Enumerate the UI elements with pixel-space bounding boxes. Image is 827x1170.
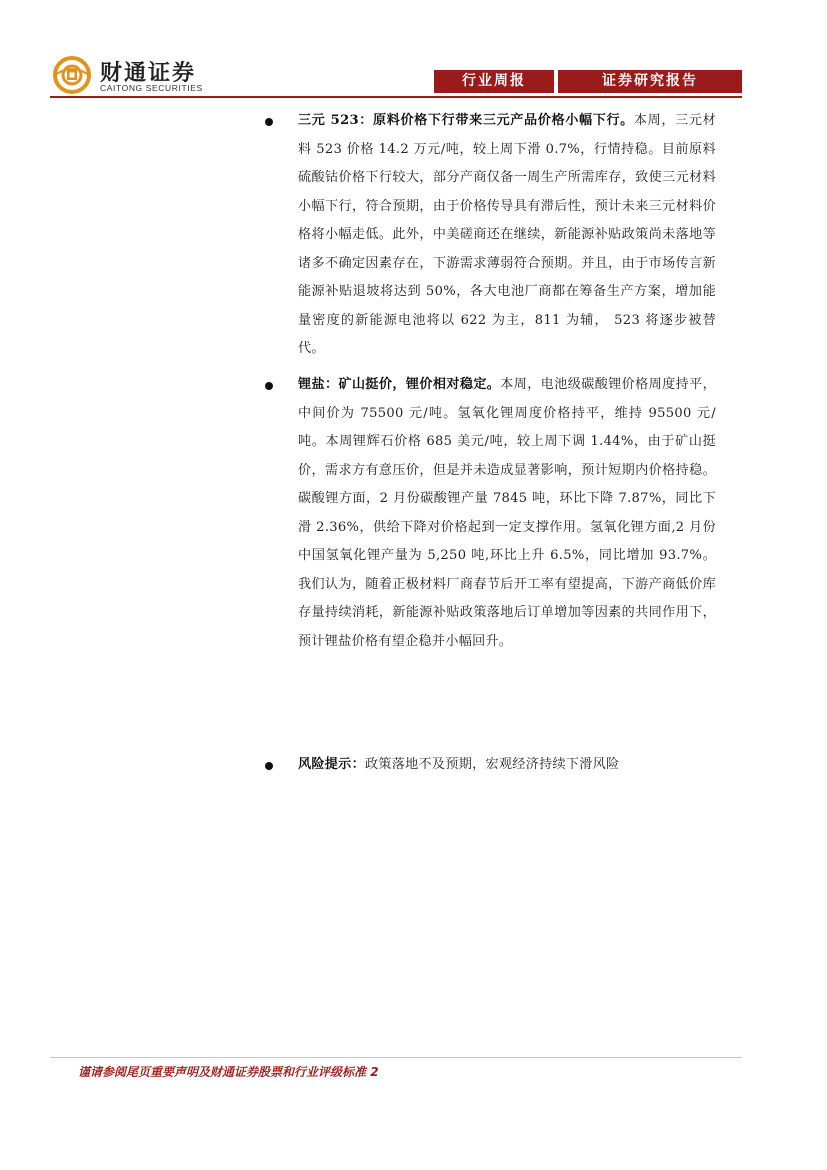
page-header xyxy=(0,0,827,100)
report-type-tag: 证券研究报告 xyxy=(558,70,742,93)
bullet-paragraph xyxy=(268,371,716,656)
header-divider xyxy=(50,96,742,98)
company-logo xyxy=(52,55,222,95)
page-number: 2 xyxy=(370,1065,379,1079)
bullet-body: 政策落地不及预期，宏观经济持续下滑风险 xyxy=(364,757,620,772)
page-footer xyxy=(78,1063,379,1080)
bullet-item-ternary xyxy=(268,107,716,364)
footer-disclaimer: 谨请参阅尾页重要声明及财通证券股票和行业评级标准 xyxy=(78,1065,367,1079)
logo-name-cn: 财通证券 xyxy=(100,61,197,86)
report-category-tag: 行业周报 xyxy=(434,70,554,93)
bullet-lead: 锂盐：矿山挺价，锂价相对稳定。 xyxy=(298,377,501,392)
bullet-dot-icon xyxy=(265,762,273,770)
bullet-body: 本周，电池级碳酸锂价格周度持平，中间价为 75500 元/吨。氢氧化锂周度价格持平，维持 95500 元/吨。本周锂辉石价格 685 美元/吨，较上周下调 1.44%，由于矿山挺价，需求方有意压价，但是并未造成显著影响，预计短期内价格持稳。碳酸锂方面，2 月份碳酸锂产量 7845 吨，环比下降 7.87%，同比下滑 2.36%，供给下降对价格起到一定支撑作用。氢氧化锂方面,2 月份中国氢氧化锂产量为 5,250 吨,环比上升 6.5%，同比增加 93.7%。我们认为，随着正极材料厂商春节后开工率有望提高，下游产商低价库存量持续消耗，新能源补贴政策落地后订单增加等因素的共同作用下，预计锂盐价格有望企稳并小幅回升。 xyxy=(298,377,716,649)
bullet-dot-icon xyxy=(265,118,273,126)
footer-divider xyxy=(50,1057,742,1058)
logo-name-en: CAITONG SECURITIES xyxy=(100,83,203,93)
bullet-paragraph xyxy=(268,751,716,780)
caitong-logo-icon xyxy=(52,55,92,95)
bullet-lead: 风险提示： xyxy=(298,757,365,772)
bullet-lead: 三元 523：原料价格下行带来三元产品价格小幅下行。 xyxy=(298,113,634,128)
bullet-dot-icon xyxy=(265,382,273,390)
bullet-item-risk xyxy=(268,751,716,780)
bullet-item-lithium xyxy=(268,371,716,656)
bullet-body: 本周，三元材料 523 价格 14.2 万元/吨，较上周下滑 0.7%，行情持稳。目前原料硫酸钴价格下行较大，部分产商仅备一周生产所需库存，致使三元材料小幅下行，符合预期，由于价格传导具有滞后性，预计未来三元材料价格将小幅走低。此外，中美磋商还在继续，新能源补贴政策尚未落地等诸多不确定因素存在，下游需求薄弱符合预期。并且，由于市场传言新能源补贴退坡将达到 50%，各大电池厂商都在筹备生产方案，增加能量密度的新能源电池将以 622 为主，811 为辅， 523 将逐步被替代。 xyxy=(298,113,716,356)
bullet-paragraph xyxy=(268,107,716,364)
